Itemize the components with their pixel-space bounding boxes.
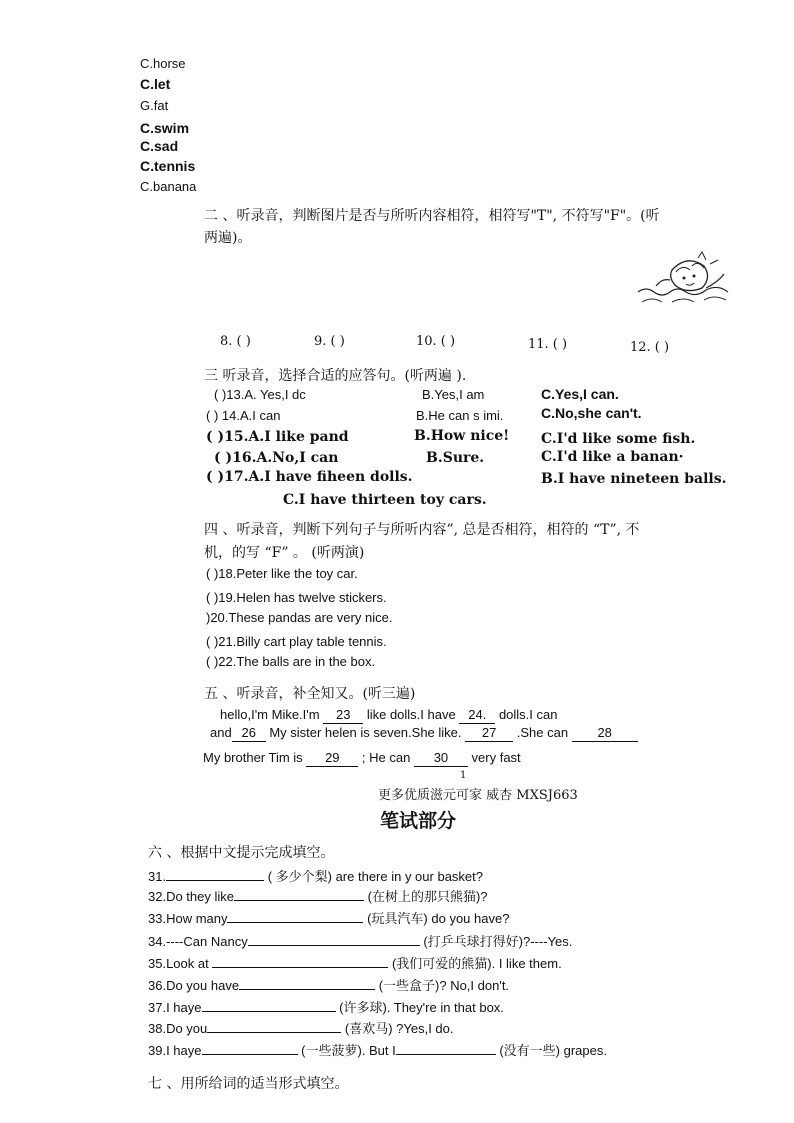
cloze-blank-28[interactable]: 28 [572,725,638,742]
q20: )20.These pandas are very nice. [206,610,393,625]
q17-c: C.I have thirteen toy cars. [283,492,487,508]
cloze-line-1: hello,I'm Mike.I'm 23 like dolls.I have 24. dolls.I can [220,707,558,722]
footer-note: 更多优质滋元可家 威杏 MXSJ663 [378,788,578,803]
section-2-title-cont: 两遍)。 [204,230,252,246]
q22: ( )22.The balls are in the box. [206,654,376,669]
blank-9: 9. ( ) [314,334,345,349]
q15-c: C.I'd like some fish. [541,431,696,447]
option-fat: G.fat [140,98,169,113]
cloze-blank-24[interactable]: 24. [459,707,495,724]
q14-a: ( ) 14.A.I can [206,408,281,423]
q39: 39.I haye (一些菠萝). But I (没有一些) grapes. [148,1043,607,1058]
option-let: C.let [140,76,171,92]
answer-blank-35[interactable] [212,967,388,968]
option-banana: C.banana [140,179,197,194]
q13-b: B.Yes,I am [422,387,485,402]
cloze-line-2: and 26 My sister helen is seven.She like. 27 .She can 28 [210,725,638,742]
q16-c: C.I'd like a banan· [541,449,684,465]
answer-blank-37[interactable] [202,1011,336,1012]
section-5-title: 五 、听录音，补全知又。(听三遍) [204,686,416,702]
cloze-blank-27[interactable]: 27 [465,725,513,742]
answer-blank-32[interactable] [234,900,364,901]
section-2-title: 二 、听录音，判断图片是否与所听内容相符，相符写"T", 不符写"F"。(听 [204,208,660,224]
q35: 35.Look at (我们可爱的熊猫). I like them. [148,956,562,971]
q15-b: B.How nice! [414,428,510,444]
option-horse: C.horse [140,56,186,71]
cloze-line-3: My brother Tim is 29 ; He can 30 very fast [203,750,521,765]
q21: ( )21.Billy cart play table tennis. [206,634,387,649]
answer-blank-38[interactable] [207,1032,341,1033]
cloze-blank-30[interactable]: 30 [414,750,468,767]
section-6-title: 六 、根据中文提示完成填空。 [148,845,335,861]
q15-a: ( )15.A.I like pand [206,429,349,445]
q37: 37.I haye (许多球). They're in that box. [148,1000,504,1015]
option-sad: C.sad [140,138,179,154]
q18: ( )18.Peter like the toy car. [206,566,358,581]
page-number: 1 [460,770,467,781]
q32: 32.Do they like (在树上的那只熊猫)? [148,889,488,904]
option-swim: C.swim [140,120,190,136]
cloze-blank-26[interactable]: 26 [232,725,266,742]
answer-blank-33[interactable] [227,922,363,923]
section-3-title: 三 听录音，选择合适的应答句。(听两遍 ). [204,368,467,384]
blank-8: 8. ( ) [220,334,251,349]
q38: 38.Do you (喜欢马) ?Yes,I do. [148,1021,454,1036]
answer-blank-34[interactable] [248,945,420,946]
q13-c: C.Yes,I can. [541,386,619,402]
q14-c: C.No,she can't. [541,405,642,421]
swimming-girl-icon [632,248,732,310]
answer-blank-39a[interactable] [202,1054,298,1055]
q31: 31. ( 多少个梨) are there in y our basket? [148,869,483,884]
blank-10: 10. ( ) [416,334,456,349]
section-7-title: 七 、用所给词的适当形式填空。 [148,1076,349,1092]
section-4-title: 四 、听录音，判断下列句子与所听内容”, 总是否相符，相符的 “T”, 不 [204,522,640,538]
q34: 34.----Can Nancy (打乒乓球打得好)?----Yes. [148,934,573,949]
answer-blank-31[interactable] [166,880,264,881]
q13-a: ( )13.A. Yes,I dc [214,387,306,402]
q16-a: ( )16.A.No,I can [214,450,339,466]
q14-b: B.He can s imi. [416,408,504,423]
cloze-blank-29[interactable]: 29 [306,750,358,767]
option-tennis: C.tennis [140,158,196,174]
q19: ( )19.Helen has twelve stickers. [206,590,387,605]
q16-b: B.Sure. [426,450,485,466]
q33: 33.How many (玩具汽车) do you have? [148,911,510,926]
q17-a: ( )17.A.I have fiheen dolls. [206,469,413,485]
answer-blank-39b[interactable] [396,1054,496,1055]
blank-11: 11. ( ) [528,337,568,352]
section-4-title-cont: 机，的写 “F” 。 (听两演) [204,545,365,561]
q17-b: B.I have nineteen balls. [541,471,727,487]
cloze-blank-23[interactable]: 23 [323,707,363,724]
q36: 36.Do you have (一些盒子)? No,I don't. [148,978,510,993]
answer-blank-36[interactable] [239,989,375,990]
written-section-title: 笔试部分 [380,810,457,832]
blank-12: 12. ( ) [630,340,670,355]
